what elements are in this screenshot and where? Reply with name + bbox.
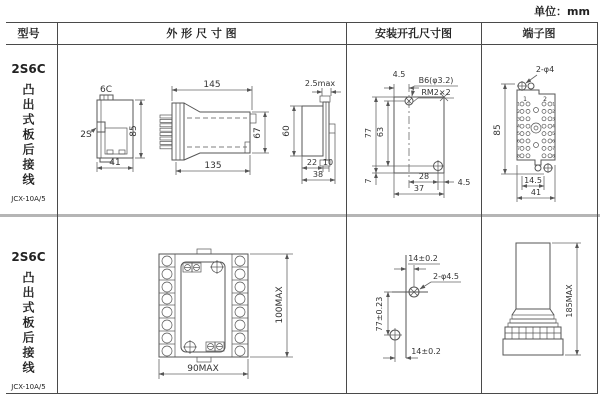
header-mounting: 安装开孔尺寸图	[375, 27, 452, 40]
model-name: 2S6C	[11, 250, 46, 264]
relay-rear-view	[302, 96, 335, 166]
dim-side-height: 67	[253, 127, 263, 139]
header-outline: 外 形 尺 寸 图	[166, 27, 237, 40]
svg-text:7: 7	[517, 145, 520, 151]
dim-side-length: 145	[203, 80, 221, 90]
terminal-drawing-row1	[481, 44, 597, 215]
wiring-type: 凸出式板后接线	[21, 83, 35, 188]
header-terminal: 端子图	[522, 27, 556, 40]
dim-inner-height: 63	[376, 126, 385, 138]
svg-text:1: 1	[552, 101, 555, 107]
svg-text:8: 8	[517, 153, 520, 159]
dim-rear-height: 60	[282, 125, 292, 137]
dim-top-pitch: 14±0.2	[408, 254, 438, 263]
relay-in-socket-side-view	[503, 243, 563, 355]
svg-text:2: 2	[517, 108, 520, 114]
dim-front-height: 85	[129, 125, 139, 137]
dim-vertical-pitch: 77±0.23	[375, 296, 384, 332]
front-top-label: 6C	[99, 85, 113, 95]
dim-bottom-pitch: 14±0.2	[411, 347, 441, 356]
screw-spec-label: 2-φ4	[535, 65, 555, 74]
svg-text:7: 7	[552, 145, 555, 151]
outline-drawing-row1	[57, 44, 346, 215]
dim-terminal-w2: 41	[530, 188, 542, 197]
dim-terminal-w1: 14.5	[524, 176, 542, 185]
terminal-number-1: 1	[523, 96, 527, 103]
terminal-drawing-row2	[481, 217, 597, 394]
dim-right-offset: 4.5	[457, 178, 471, 187]
dim-terminal-height: 85	[493, 124, 503, 136]
relay-side-view	[160, 103, 256, 160]
front-side-label: 2S	[80, 130, 92, 140]
dim-side-body: 135	[204, 161, 222, 171]
dim-rear-width: 38	[312, 170, 324, 179]
svg-text:1: 1	[517, 101, 520, 107]
dim-rear-gap: 2.5max	[304, 79, 336, 88]
relay-front-view	[97, 95, 133, 162]
unit-label: 单位：mm	[534, 5, 590, 18]
outline-drawing-row2	[57, 217, 346, 394]
header-model: 型号	[17, 27, 40, 40]
dim-rear-d1: 22	[306, 158, 318, 167]
dim-front-width: 41	[109, 158, 121, 168]
wiring-type: 凸出式板后接线	[21, 271, 35, 376]
svg-text:6: 6	[552, 138, 555, 144]
dim-socket-height: 100MAX	[275, 286, 285, 324]
table-right-border	[597, 22, 598, 393]
dim-rear-d2: 10	[322, 158, 334, 167]
mounting-drawing-row1	[346, 44, 481, 215]
svg-text:2: 2	[552, 108, 555, 114]
dim-small-height: 7	[364, 178, 373, 184]
hole-spec-label: B6(φ3.2)	[418, 76, 454, 85]
dim-socket-width: 90MAX	[187, 364, 219, 374]
dim-total-height: 185MAX	[565, 284, 574, 318]
model-cell-row1	[0, 62, 57, 203]
svg-text:5: 5	[517, 131, 520, 137]
svg-text:8: 8	[552, 153, 555, 159]
socket-terminals	[159, 256, 248, 356]
model-subtype: JCX-10A/5	[11, 195, 46, 203]
dim-top-offset: 4.5	[392, 70, 406, 79]
svg-text:6: 6	[517, 138, 520, 144]
svg-text:3: 3	[552, 116, 555, 122]
svg-text:4: 4	[552, 123, 555, 129]
table-top-border	[6, 22, 598, 23]
model-name: 2S6C	[11, 62, 46, 76]
terminal-fins	[160, 115, 172, 149]
svg-text:3: 3	[517, 116, 520, 122]
model-subtype: JCX-10A/5	[11, 383, 46, 391]
dim-outer-width: 37	[413, 184, 425, 193]
dim-inner-width: 28	[418, 172, 430, 181]
dim-outer-height: 77	[364, 127, 373, 139]
svg-text:4: 4	[517, 123, 520, 129]
socket-front-view	[159, 249, 248, 362]
terminal-number-2: 2	[543, 96, 547, 103]
svg-text:5: 5	[552, 131, 555, 137]
hole-spec-label: 2-φ4.5	[433, 272, 459, 281]
mounting-holes-row2	[388, 255, 428, 358]
model-cell-row2	[0, 250, 57, 391]
terminal-block	[517, 81, 555, 173]
mounting-drawing-row2	[346, 217, 481, 394]
thread-spec-label: RM2×2	[421, 88, 451, 97]
